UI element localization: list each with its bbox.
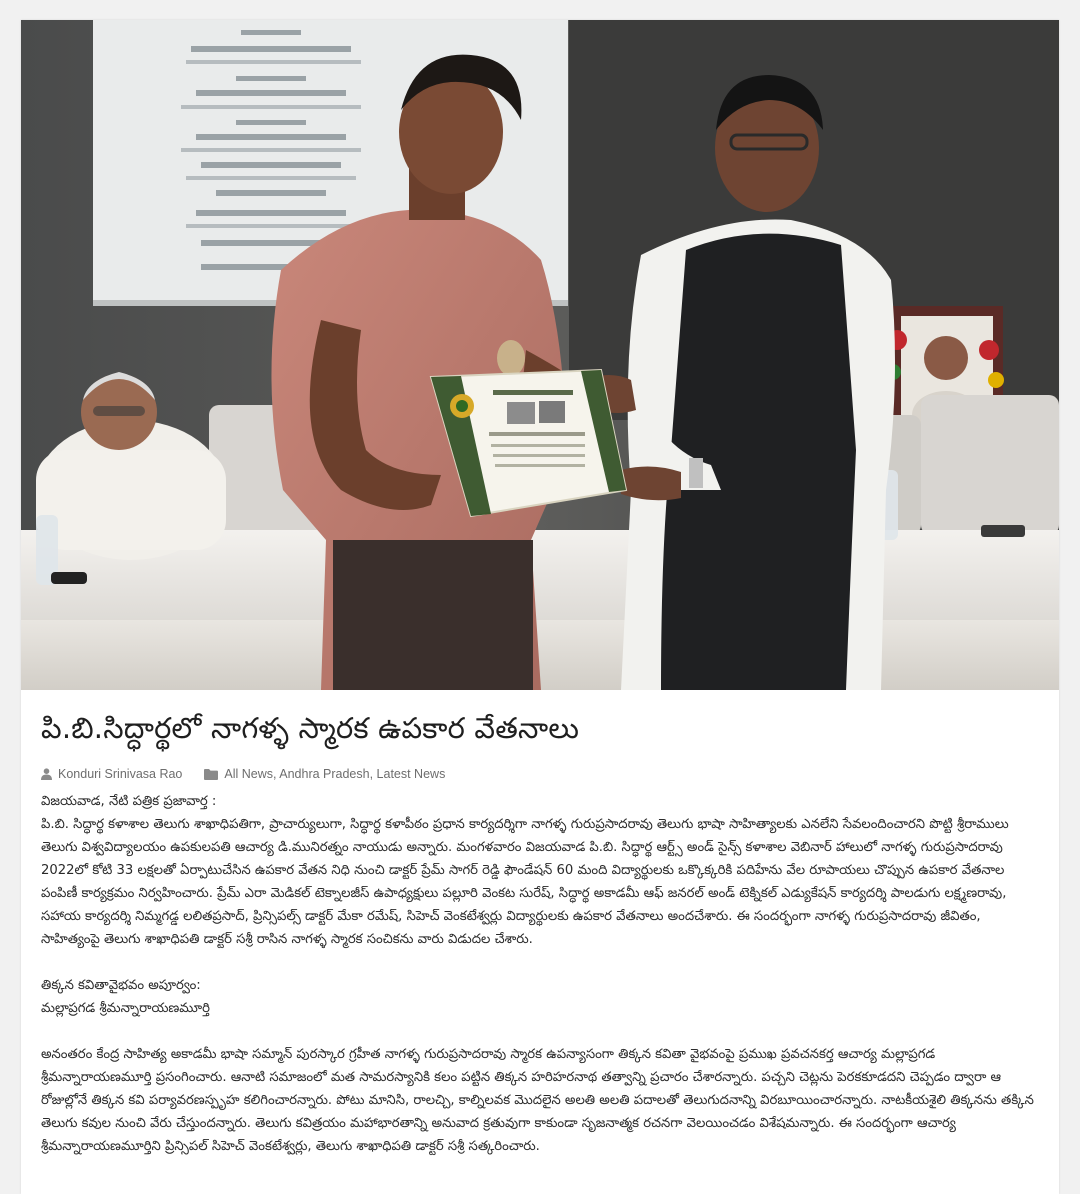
paragraph-1: పి.బి. సిద్ధార్థ కళాశాల తెలుగు శాఖాధిపతిగా, ప్రాచార్యులుగా, సిద్ధార్థ కళాపీఠం ప్రధాన కార్యదర్శిగా నాగళ్ళ గురుప్రసాదరావు తెలుగు భాషా సాహిత్యాలకు ఎనలేని సేవలందించారని పొట్టి శ్రీరాములు తెలుగు విశ్వవిద్యాలయం ఉపకులపతి ఆచార్య డి.మునిరత్నం నాయుడు అన్నారు. మంగళవారం విజయవాడ పి.బి. సిద్ధార్థ ఆర్ట్స్ అండ్ సైన్స్ కళాశాల వెబినార్ హాలులో నాగళ్ళ గురుప్రసాదరావు 2022లో కోటి 33 లక్షలతో ఏర్పాటుచేసిన ఉపకార వేతన నిధి నుంచి డాక్టర్ ప్రేమ్ సాగర్ రెడ్డి ఫౌండేషన్ 60 మంది విద్యార్థులకు ఒక్కొక్కరికి పదిహేను వేల రూపాయలు చొప్పున ఉపకార వేతనాల పంపిణీ కార్యక్రమం నిర్వహించారు. ప్రేమ్ ఎరా మెడికల్ టెక్నాలజీస్ ఉపాధ్యక్షులు పల్లూరి వెంకట సురేష్, సిద్ధార్థ అకాడమీ ఆఫ్ జనరల్ అండ్ టెక్నికల్ ఎడ్యుకేషన్ కార్యదర్శి పాలడుగు లక్ష్మణరావు, సహాయ కార్యదర్శి నిమ్మగడ్డ లలితప్రసాద్, ప్రిన్సిపల్స్ డాక్టర్ మేకా రమేష్, సిహెచ్ వెంకటేశ్వర్లు విద్యార్థులకు ఉపకార వేతనాలు అందచేశారు. ఈ సందర్భంగా నాగళ్ళ గురుప్రసాదరావు జీవితం, సాహిత్యంపై తెలుగు శాఖాధిపతి డాక్టర్ సశ్రీ రాసిన నాగళ్ళ స్మారక సంచికను వారు విడుదల చేశారు.: [41, 817, 1009, 947]
article-card: [21, 20, 1059, 1194]
article-title[interactable]: పి.బి.సిద్ధార్థలో నాగళ్ళ స్మారక ఉపకార వేతనాలు: [41, 711, 580, 745]
paragraph-2: అనంతరం కేంద్ర సాహిత్య అకాడమీ భాషా సమ్మాన్ పురస్కార గ్రహీత నాగళ్ళ గురుప్రసాదరావు స్మారక ఉపన్యాసంగా తిక్కన కవితా వైభవంపై ప్రముఖ ప్రవచనకర్త ఆచార్య మల్లాప్రగడ శ్రీమన్నారాయణమూర్తి ప్రసంగించారు. ఆనాటి సమాజంలో మత సామరస్యానికి కలం పట్టిన తిక్కన హరిహరనాథ తత్వాన్ని ప్రచారం చేశారన్నారు. పచ్చని చెట్లను పెరకకూడదని చెప్పడం ద్వారా ఆ రోజుల్లోనే తిక్కన కవి పర్యావరణస్పృహ కలిగించారన్నారు. పోటు మానిసి, రాలచ్చి, కాల్నిలవక మొదలైన అలతి అలతి పదాలతో తెలుగుదనాన్ని విరబూయించారన్నారు. నాటకీయశైలి తిక్కనను తక్కిన తెలుగు కవుల నుంచి వేరు చేస్తుందన్నారు. తెలుగు కవిత్రయం మహాభారతాన్ని అనువాద క్రతువుగా కాకుండా సృజనాత్మక రచనగా వెలయించడం విశేషమన్నారు. ఈ సందర్భంగా ఆచార్య శ్రీమన్నారాయణమూర్తిని ప్రిన్సిపల్ సిహెచ్ వెంకటేశ్వర్లు, తెలుగు శాఖాధిపతి డాక్టర్ సశ్రీ సత్కరించారు.: [41, 1047, 1034, 1154]
category-links[interactable]: All News, Andhra Pradesh, Latest News: [224, 767, 446, 781]
article-content: [41, 708, 1041, 1158]
article-body: [41, 790, 1041, 1158]
author-name[interactable]: Konduri Srinivasa Rao: [58, 767, 183, 781]
article-meta: [41, 764, 1041, 784]
featured-photo: [21, 20, 1059, 690]
subheading: తిక్కన కవితావైభవం అపూర్వం:: [41, 978, 201, 993]
user-icon: [41, 768, 52, 780]
byline: మల్లాప్రగడ శ్రీమన్నారాయణమూర్తి: [41, 1001, 210, 1016]
folder-icon: [204, 769, 218, 780]
dateline: విజయవాడ, నేటి పత్రిక ప్రజావార్త :: [41, 794, 217, 809]
